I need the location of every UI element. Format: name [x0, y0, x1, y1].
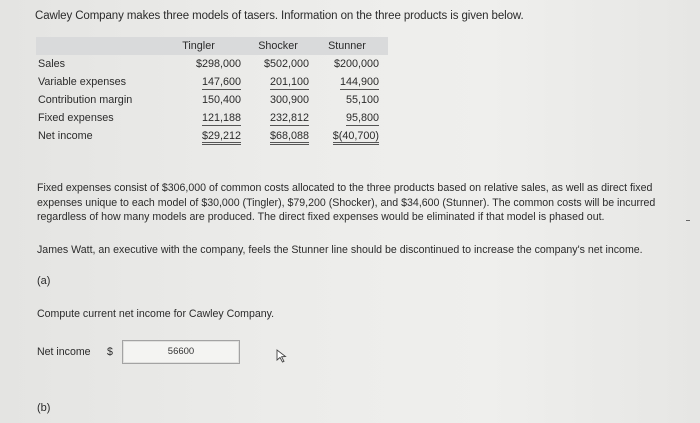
row-label: Contribution margin — [38, 94, 133, 106]
row-label: Sales — [38, 58, 66, 70]
cell-value: $68,088 — [270, 130, 309, 145]
cell-value: $298,000 — [195, 58, 241, 70]
table-row-net-income — [36, 127, 388, 145]
financial-table — [36, 37, 388, 145]
cell-value: $29,212 — [202, 130, 241, 145]
row-label: Net income — [38, 130, 93, 142]
cell-value: 150,400 — [201, 94, 241, 106]
part-b-label: (b) — [37, 402, 51, 414]
mouse-cursor-icon — [276, 349, 288, 363]
cell-value: $200,000 — [333, 58, 379, 70]
table-row-fixed-expenses — [36, 109, 388, 127]
header-shocker: Shocker — [247, 37, 315, 55]
row-label: Fixed expenses — [38, 112, 114, 124]
scroll-marker — [686, 220, 690, 221]
cell-value: $502,000 — [263, 58, 309, 70]
currency-symbol: $ — [107, 346, 113, 358]
table-row-variable-expenses — [36, 73, 388, 91]
table-header-row — [36, 37, 388, 55]
row-label: Variable expenses — [38, 76, 127, 88]
cell-value: 121,188 — [201, 112, 241, 124]
table-row-contribution-margin — [36, 91, 388, 109]
header-blank — [36, 37, 156, 55]
net-income-input[interactable]: 56600 — [122, 340, 240, 364]
fixed-expenses-paragraph: Fixed expenses consist of $306,000 of common costs allocated to the three products based on relative sales, as well as direct fixed expenses unique to each model of $30,000 (Tingler), $79,200 (Shocker), and $34,600 (Stunner). The common costs will be incurred regardless of how many models are produced. The direct fixed expenses would be eliminated if that model is phased out. — [37, 182, 656, 223]
header-tingler: Tingler — [156, 37, 247, 55]
cell-value: 144,900 — [339, 76, 379, 88]
executive-paragraph: James Watt, an executive with the company, feels the Stunner line should be discontinued to increase the company's net income. — [37, 244, 643, 256]
net-income-label: Net income — [37, 346, 91, 358]
cell-value: 95,800 — [345, 112, 379, 124]
cell-value: 300,900 — [269, 94, 309, 106]
cell-value: $(40,700) — [333, 130, 379, 145]
cell-value: 201,100 — [269, 76, 309, 88]
cell-value: 55,100 — [345, 94, 379, 106]
table-row-sales — [36, 55, 388, 73]
question-text: Compute current net income for Cawley Company. — [37, 308, 275, 320]
intro-text: Cawley Company makes three models of tasers. Information on the three products is given below. — [35, 10, 524, 22]
cell-value: 147,600 — [201, 76, 241, 88]
cell-value: 232,812 — [269, 112, 309, 124]
part-a-label: (a) — [37, 275, 51, 287]
header-stunner: Stunner — [315, 37, 388, 55]
